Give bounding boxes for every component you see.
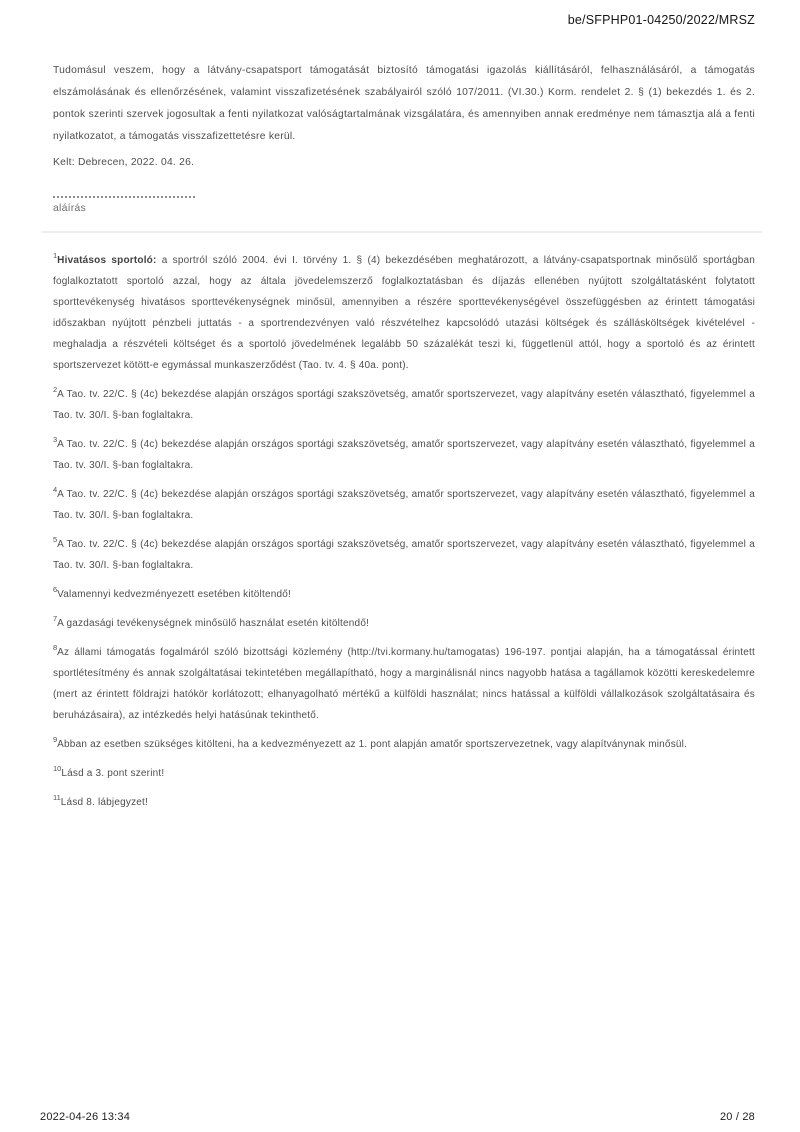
footnote-text: A Tao. tv. 22/C. § (4c) bekezdése alapján országos sportági szakszövetség, amatőr sportszervezet, vagy alapítvány esetén választható, figyelemmel a Tao. tv. 30/I. §-ban foglaltakra. [53,489,755,521]
footnote-6 [53,584,755,605]
footnote-text: Lásd 8. lábjegyzet! [60,797,148,808]
footnote-number: 8 [53,643,58,652]
footnotes-section [53,250,755,813]
document-content [53,60,755,821]
footnote-number: 5 [53,535,58,544]
declaration-paragraph: Tudomásul veszem, hogy a látvány-csapatsport támogatását biztosító támogatási igazolás kiállításáról, felhasználásáról, a támogatás elszámolásának és ellenőrzésének, valamint visszafizetésének szabályairól szóló 107/2011. (VI.30.) Korm. rendelet 2. § (1) bekezdés 1. és 2. pontok szerinti szervek jogosultak a fenti nyilatkozat valóságtartalmának vizsgálatára, és amennyiben annak eredménye nem támasztja alá a fenti nyilatkozatot, a támogatás visszafizettetésre kerül. [53,65,755,142]
footnote-1 [53,250,755,376]
footnote-5 [53,534,755,576]
footnote-text: Lásd a 3. pont szerint! [61,768,165,779]
footnote-text: Abban az esetben szükséges kitölteni, ha a kedvezményezett az 1. pont alapján amatőr sportszervezetnek, vagy alapítványnak minősül. [57,739,688,750]
footnote-9 [53,734,755,755]
footnote-11 [53,792,755,813]
page-footer [40,1111,755,1123]
signature-label: aláírás [53,202,86,214]
footnote-2 [53,384,755,426]
footnote-number: 7 [53,614,58,623]
footer-page-indicator: 20 / 28 [719,1111,755,1123]
footnote-text: A Tao. tv. 22/C. § (4c) bekezdése alapján országos sportági szakszövetség, amatőr sportszervezet, vagy alapítvány esetén választható, figyelemmel a Tao. tv. 30/I. §-ban foglaltakra. [53,389,755,421]
footnote-number: 2 [53,385,58,394]
footnote-text: A Tao. tv. 22/C. § (4c) bekezdése alapján országos sportági szakszövetség, amatőr sportszervezet, vagy alapítvány esetén választható, figyelemmel a Tao. tv. 30/I. §-ban foglaltakra. [53,539,755,571]
footnote-text: Az állami támogatás fogalmáról szóló bizottsági közlemény (http://tvi.kormany.hu/tamogatas) 196-197. pontjai alapján, ha a támogatással érintett sportlétesítmény és annak szolgáltatásai tekintetében megállapítható, hogy a marginálisnál nincs nagyobb hatása a tagállamok közötti kereskedelemre (mert az érintett földrajzi hatókör korlátozott; elhanyagolható mértékű a külföldi használat; nincs hatással a külföldi vállalkozások szolgáltatásaira és beruházásaira), az intézkedés helyi hatásúnak tekinthető. [53,647,755,721]
footnote-number: 9 [53,735,58,744]
footnote-number: 4 [53,485,58,494]
footnote-10 [53,763,755,784]
footnote-number: 11 [53,793,61,802]
footer-datetime: 2022-04-26 13:34 [40,1111,131,1123]
footnote-number: 3 [53,435,58,444]
footnote-3 [53,434,755,476]
footnote-7 [53,613,755,634]
footnote-number: 6 [53,585,58,594]
footnote-number: 10 [53,764,62,773]
document-reference: be/SFPHP01-04250/2022/MRSZ [567,13,755,27]
footnote-text: A gazdasági tevékenységnek minősülő használat esetén kitöltendő! [57,618,370,629]
signature-dotted-line [53,196,195,198]
footnote-text: a sportról szóló 2004. évi I. törvény 1. § (4) bekezdésében meghatározott, a látvány-csapatsportnak minősülő sportágban foglalkoztatott sportoló azzal, hogy az általa jövedelemszerző foglalkoztatásban és díjazás ellenében nyújtott szolgáltatásként folytatott sporttevékenység hivatásos sporttevékenységnek minősül, amennyiben a részére sporttevékenységével összefüggésben az érintett támogatási időszakban nyújtott pénzbeli juttatás - a sportrendezvényen való részvételhez kapcsolódó utazási költségek és szállásköltségek kivételével - meghaladja a részvételi költséget és a sportoló jövedelmének legalább 50 százalékát teszi ki, függetlenül attól, hogy a sportoló és az érintett sportszervezet kötött-e egymással munkaszerződést (Tao. tv. 4. § 40a. pont). [53,255,755,371]
footnote-divider [42,231,762,233]
footnote-text: A Tao. tv. 22/C. § (4c) bekezdése alapján országos sportági szakszövetség, amatőr sportszervezet, vagy alapítvány esetén választható, figyelemmel a Tao. tv. 30/I. §-ban foglaltakra. [53,439,755,471]
footnote-4 [53,484,755,526]
footnote-lead: Hivatásos sportoló: [57,255,157,266]
footnote-8 [53,642,755,726]
footnote-text: Valamennyi kedvezményezett esetében kitöltendő! [57,589,291,600]
date-line: Kelt: Debrecen, 2022. 04. 26. [53,157,195,168]
footnote-number: 1 [53,251,58,260]
